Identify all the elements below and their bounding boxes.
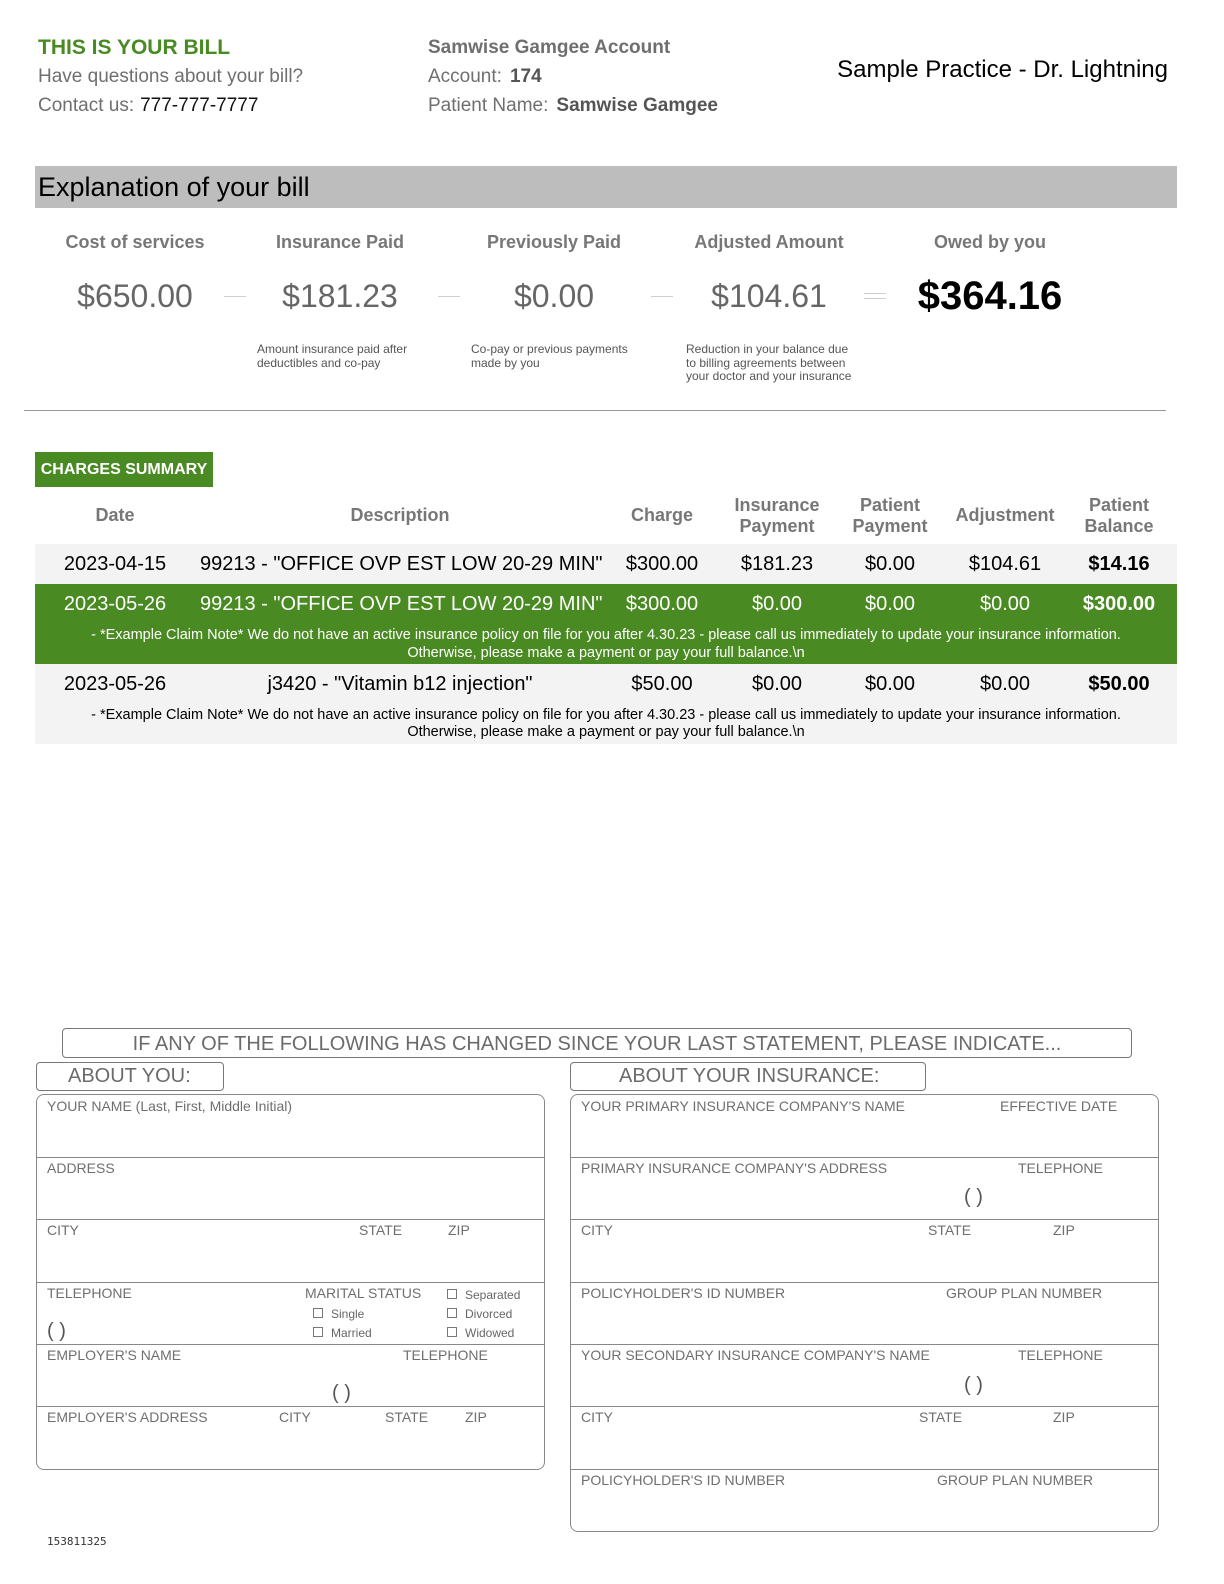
row-description: 99213 - "OFFICE OVP EST LOW 20-29 MIN" [200, 553, 603, 575]
row-charge: $300.00 [625, 593, 699, 615]
row-divider [571, 1157, 1158, 1158]
state-field[interactable]: STATE [359, 1222, 403, 1238]
row-adjustment: $104.61 [968, 553, 1042, 575]
claim-note: - *Example Claim Note* We do not have an active insurance policy on file for you after 4.30.23 - please call us immediately to update your insurance information. [91, 707, 1121, 723]
changes-banner [62, 1028, 1132, 1058]
telephone-field[interactable]: TELEPHONE [47, 1285, 132, 1301]
group-plan-field-2[interactable]: GROUP PLAN NUMBER [937, 1472, 1094, 1488]
secondary-insurance-name-field[interactable]: YOUR SECONDARY INSURANCE COMPANY'S NAME [581, 1347, 930, 1363]
about-insurance-form [570, 1094, 1159, 1532]
row-patient-payment: $0.00 [864, 673, 916, 695]
changes-banner-text: IF ANY OF THE FOLLOWING HAS CHANGED SINCE YOUR LAST STATEMENT, PLEASE INDICATE... [132, 1033, 1062, 1055]
insurance-paid-value: $181.23 [282, 278, 398, 314]
account-heading: Samwise Gamgee Account [428, 37, 671, 58]
row-divider [37, 1406, 544, 1407]
insurance-paid-label: Insurance Paid [275, 232, 405, 252]
separated-label: Separated [465, 1288, 521, 1302]
section-divider [24, 410, 1166, 411]
adjusted-amount-value: $104.61 [711, 278, 827, 314]
contact-line [38, 95, 258, 117]
insurance-city-field[interactable]: CITY [581, 1222, 613, 1238]
row-charge: $300.00 [625, 553, 699, 575]
col-header-insurance-payment: Insurance Payment [734, 495, 820, 536]
previously-paid-note: Co-pay or previous payments made by you [471, 342, 628, 370]
row-insurance-payment: $181.23 [740, 553, 814, 575]
adjusted-amount-label: Adjusted Amount [694, 232, 844, 252]
employer-telephone-parens: ( ) [332, 1382, 351, 1404]
widowed-label: Widowed [465, 1326, 515, 1340]
previously-paid-label: Previously Paid [486, 232, 622, 252]
adjusted-amount-note: Reduction in your balance due to billing agreements between your doctor and your insurance [686, 342, 852, 383]
row-date: 2023-04-15 [63, 553, 167, 575]
employer-telephone-field[interactable]: TELEPHONE [403, 1347, 488, 1363]
primary-telephone-field[interactable]: TELEPHONE [1018, 1160, 1103, 1176]
row-patient-balance: $300.00 [1082, 593, 1156, 615]
patient-label: Patient Name: [428, 95, 549, 116]
row-adjustment: $0.00 [979, 593, 1031, 615]
insurance-city-field-2[interactable]: CITY [581, 1409, 613, 1425]
primary-telephone-parens: ( ) [964, 1186, 983, 1208]
col-header-charge: Charge [630, 505, 693, 525]
your-name-field[interactable]: YOUR NAME (Last, First, Middle Initial) [47, 1098, 293, 1114]
employer-state-field[interactable]: STATE [385, 1409, 429, 1425]
row-description: j3420 - "Vitamin b12 injection" [267, 673, 533, 695]
policyholder-id-field[interactable]: POLICYHOLDER'S ID NUMBER [581, 1285, 786, 1301]
primary-insurance-address-field[interactable]: PRIMARY INSURANCE COMPANY'S ADDRESS [581, 1160, 888, 1176]
secondary-telephone-field[interactable]: TELEPHONE [1018, 1347, 1103, 1363]
row-patient-payment: $0.00 [864, 553, 916, 575]
row-charge: $50.00 [631, 673, 693, 695]
group-plan-field[interactable]: GROUP PLAN NUMBER [946, 1285, 1103, 1301]
explanation-title: Explanation of your bill [38, 172, 310, 202]
address-field[interactable]: ADDRESS [47, 1160, 115, 1176]
patient-line [428, 95, 718, 117]
table-row [35, 664, 1177, 744]
col-header-date: Date [95, 505, 135, 525]
insurance-state-field[interactable]: STATE [928, 1222, 972, 1238]
claim-note: - *Example Claim Note* We do not have an active insurance policy on file for you after 4.30.23 - please call us immediately to update your insurance information. [91, 627, 1121, 643]
primary-insurance-name-field[interactable]: YOUR PRIMARY INSURANCE COMPANY'S NAME [581, 1098, 905, 1114]
employer-city-field[interactable]: CITY [279, 1409, 311, 1425]
about-you-title: ABOUT YOU: [68, 1065, 191, 1087]
about-insurance-title: ABOUT YOUR INSURANCE: [619, 1065, 880, 1087]
married-label: Married [331, 1326, 372, 1340]
contact-label: Contact us: [38, 95, 135, 116]
claim-note-continued: Otherwise, please make a payment or pay your full balance.\n [407, 645, 805, 661]
row-divider [571, 1282, 1158, 1283]
row-divider [37, 1344, 544, 1345]
row-description: 99213 - "OFFICE OVP EST LOW 20-29 MIN" [200, 593, 603, 615]
account-label: Account: [428, 66, 502, 87]
owed-label: Owed by you [933, 232, 1047, 252]
col-header-patient-payment: Patient Payment [852, 495, 928, 536]
employer-address-field[interactable]: EMPLOYER'S ADDRESS [47, 1409, 208, 1425]
table-row [35, 544, 1177, 584]
account-number: 174 [509, 66, 542, 87]
zip-field[interactable]: ZIP [448, 1222, 470, 1238]
cost-value: $650.00 [77, 278, 193, 314]
policyholder-id-field-2[interactable]: POLICYHOLDER'S ID NUMBER [581, 1472, 786, 1488]
row-insurance-payment: $0.00 [751, 593, 803, 615]
about-insurance-tab [570, 1062, 926, 1091]
secondary-telephone-parens: ( ) [964, 1374, 983, 1396]
row-patient-balance: $50.00 [1088, 673, 1150, 695]
patient-name: Samwise Gamgee [556, 95, 718, 116]
single-checkbox[interactable] [313, 1307, 364, 1321]
row-divider [37, 1282, 544, 1283]
married-checkbox[interactable] [313, 1326, 372, 1340]
account-line [428, 66, 542, 88]
employer-name-field[interactable]: EMPLOYER'S NAME [47, 1347, 182, 1363]
insurance-state-field-2[interactable]: STATE [919, 1409, 963, 1425]
insurance-zip-field[interactable]: ZIP [1053, 1222, 1075, 1238]
practice-name: Sample Practice - Dr. Lightning [837, 56, 1168, 83]
employer-zip-field[interactable]: ZIP [465, 1409, 487, 1425]
insurance-paid-note: Amount insurance paid after deductibles and co-pay [257, 342, 408, 370]
explanation-header [35, 166, 1177, 208]
about-you-tab [36, 1062, 224, 1091]
about-you-form [36, 1094, 545, 1470]
row-patient-payment: $0.00 [864, 593, 916, 615]
row-adjustment: $0.00 [979, 673, 1031, 695]
claim-note-continued: Otherwise, please make a payment or pay your full balance.\n [407, 724, 805, 740]
city-field[interactable]: CITY [47, 1222, 79, 1238]
row-divider [571, 1469, 1158, 1470]
owed-value: $364.16 [917, 274, 1063, 318]
row-divider [571, 1219, 1158, 1220]
table-row [35, 584, 1177, 664]
col-header-description: Description [350, 505, 450, 525]
document-number: 153811325 [47, 1535, 107, 1548]
col-header-patient-balance: Patient Balance [1084, 495, 1154, 536]
divorced-label: Divorced [465, 1307, 513, 1321]
cost-label: Cost of services [65, 232, 205, 252]
bill-title: THIS IS YOUR BILL [38, 36, 231, 59]
effective-date-field[interactable]: EFFECTIVE DATE [1000, 1098, 1118, 1114]
telephone-parens: ( ) [47, 1320, 66, 1342]
insurance-zip-field-2[interactable]: ZIP [1053, 1409, 1075, 1425]
row-divider [571, 1406, 1158, 1407]
charges-summary-badge: CHARGES SUMMARY [35, 452, 213, 487]
row-divider [37, 1219, 544, 1220]
col-header-adjustment: Adjustment [955, 505, 1055, 525]
row-insurance-payment: $0.00 [751, 673, 803, 695]
divorced-checkbox[interactable] [447, 1307, 512, 1321]
contact-phone: 777-777-7777 [140, 95, 259, 116]
equals-sign [864, 293, 886, 294]
row-date: 2023-05-26 [63, 593, 167, 615]
single-label: Single [331, 1307, 365, 1321]
row-divider [37, 1157, 544, 1158]
marital-status-label: MARITAL STATUS [305, 1285, 422, 1301]
row-date: 2023-05-26 [63, 673, 167, 695]
questions-text: Have questions about your bill? [38, 66, 304, 87]
row-divider [571, 1344, 1158, 1345]
previously-paid-value: $0.00 [513, 278, 595, 314]
widowed-checkbox[interactable] [447, 1326, 514, 1340]
separated-checkbox[interactable] [447, 1288, 520, 1302]
row-patient-balance: $14.16 [1088, 553, 1150, 575]
